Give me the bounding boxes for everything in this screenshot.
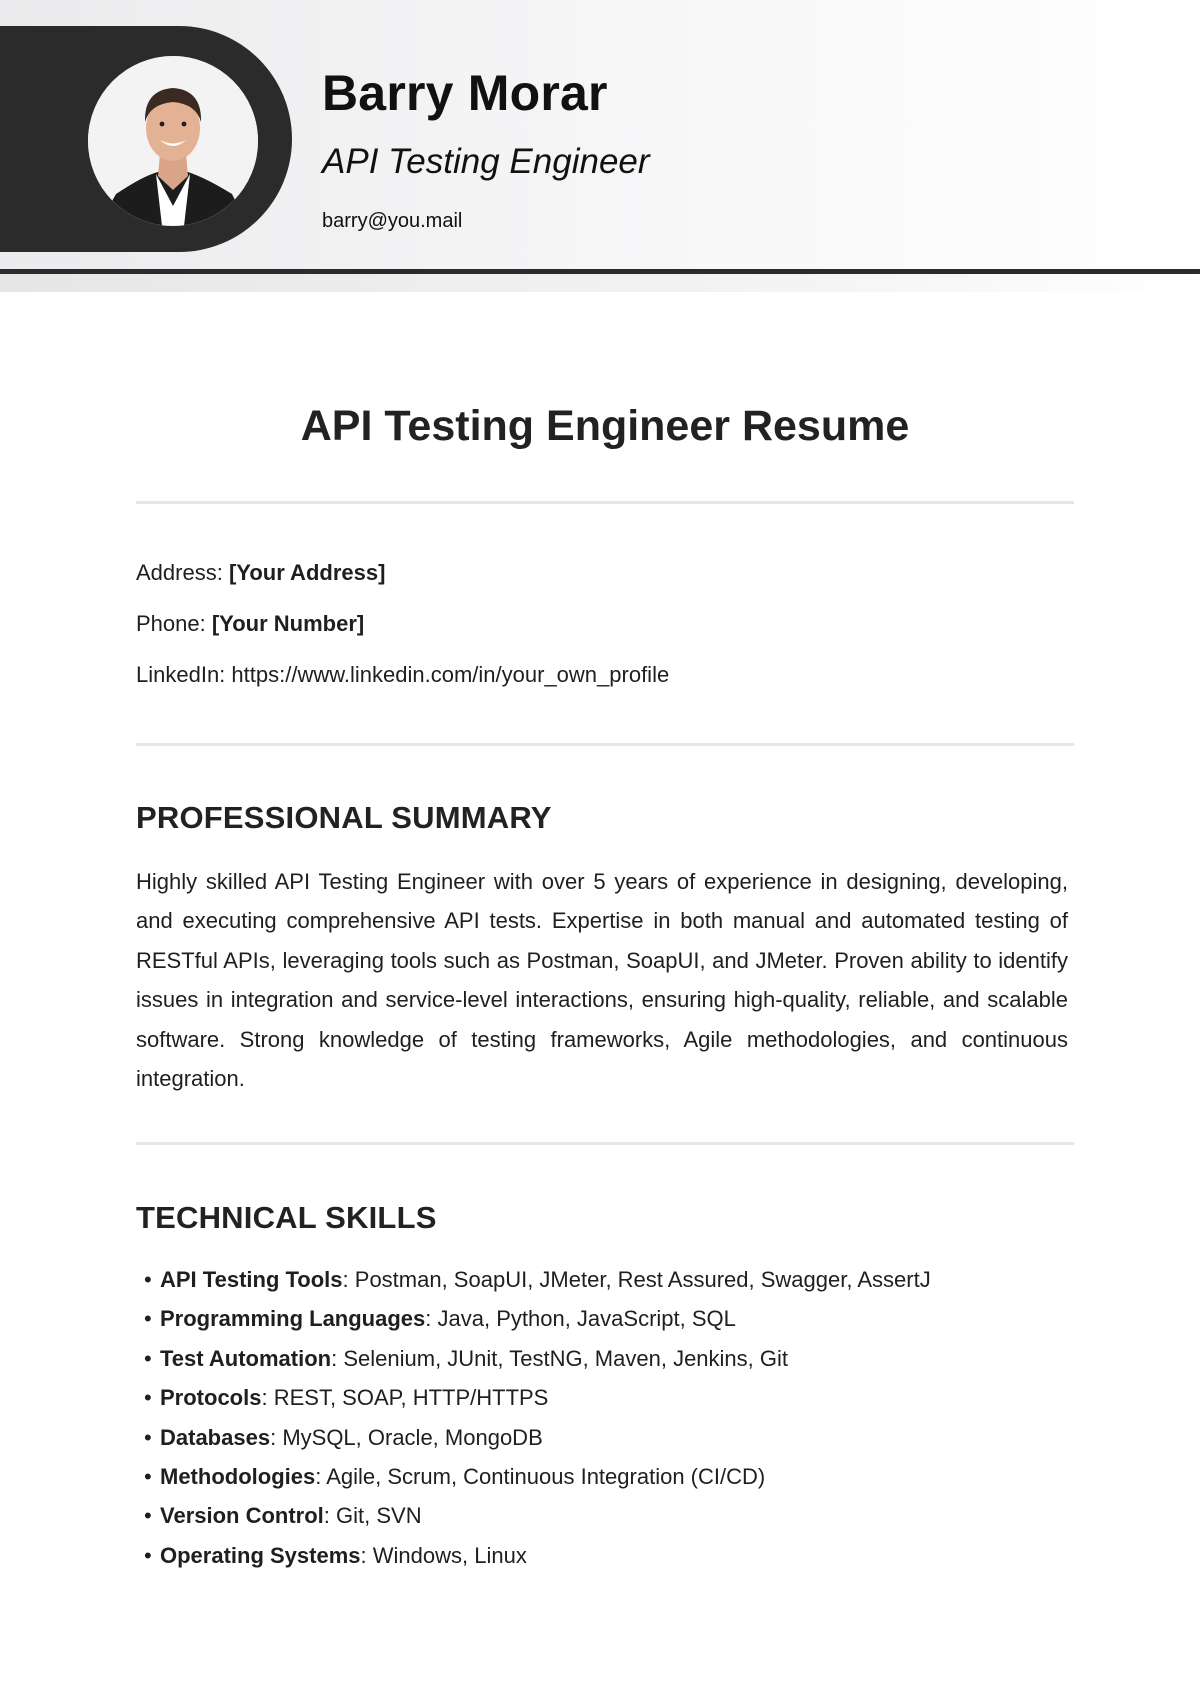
skill-label: Version Control: [160, 1503, 324, 1529]
page-title: API Testing Engineer Resume: [300, 402, 910, 450]
skill-item: [136, 1496, 931, 1535]
skill-item: [136, 1378, 931, 1417]
bullet-icon: •: [144, 1345, 152, 1371]
bullet-icon: •: [144, 1267, 152, 1292]
linkedin-link[interactable]: https://www.linkedin.com/in/your_own_profile: [231, 662, 670, 687]
skill-separator: :: [315, 1463, 322, 1489]
skill-label: Test Automation: [160, 1345, 332, 1371]
bullet-icon: •: [144, 1424, 152, 1450]
skill-separator: :: [425, 1306, 432, 1332]
candidate-job-title: API Testing Engineer: [322, 142, 650, 181]
summary-heading: PROFESSIONAL SUMMARY: [136, 800, 552, 835]
skill-value: Selenium, JUnit, TestNG, Maven, Jenkins, Git: [337, 1345, 788, 1371]
bullet-icon: •: [144, 1385, 152, 1411]
bullet-icon: •: [144, 1463, 152, 1489]
skill-separator: :: [331, 1345, 338, 1371]
skill-label: API Testing Tools: [160, 1267, 343, 1292]
skill-label: Databases: [160, 1424, 271, 1450]
bullet-icon: •: [144, 1503, 152, 1529]
address-value: [Your Address]: [228, 560, 386, 585]
skill-item: [136, 1418, 931, 1457]
skill-item: [136, 1536, 931, 1575]
skill-item: [136, 1299, 931, 1338]
skill-label: Methodologies: [160, 1463, 316, 1489]
address-label: Address:: [136, 560, 223, 585]
skill-separator: :: [342, 1267, 349, 1292]
skill-label: Operating Systems: [160, 1542, 361, 1568]
candidate-name: Barry Morar: [322, 65, 608, 121]
contact-linkedin: [136, 662, 669, 688]
divider: [136, 501, 1074, 504]
skill-label: Programming Languages: [160, 1306, 426, 1332]
linkedin-label: LinkedIn:: [136, 662, 226, 687]
skill-value: Agile, Scrum, Continuous Integration (CI/CD): [321, 1463, 766, 1489]
bullet-icon: •: [144, 1542, 152, 1568]
skill-label: Protocols: [160, 1385, 262, 1411]
skill-separator: :: [360, 1542, 367, 1568]
skill-value: Postman, SoapUI, JMeter, Rest Assured, Swagger, AssertJ: [348, 1267, 931, 1292]
skill-separator: :: [323, 1503, 330, 1529]
candidate-email[interactable]: barry@you.mail: [322, 210, 463, 232]
skill-value: Windows, Linux: [366, 1542, 527, 1568]
divider: [136, 743, 1074, 746]
skill-value: REST, SOAP, HTTP/HTTPS: [267, 1385, 549, 1411]
skill-item: [136, 1260, 931, 1299]
profile-photo: [88, 56, 258, 226]
skill-separator: :: [261, 1385, 268, 1411]
phone-value: [Your Number]: [211, 611, 365, 636]
skill-value: MySQL, Oracle, MongoDB: [276, 1424, 543, 1450]
summary-text: Highly skilled API Testing Engineer with over 5 years of experience in designing, developing, and executing comprehensive API tests. Expertise in both manual and automated testing of RESTful APIs, leveraging tools such as Postman, SoapUI, and JMeter. Proven ability to identify issues in integration and service-level interactions, ensuring high-quality, reliable, and scalable software. Strong knowledge of testing frameworks, Agile methodologies, and continuous integration.: [136, 869, 1068, 1092]
skill-value: Java, Python, JavaScript, SQL: [431, 1306, 736, 1332]
contact-phone: [136, 611, 364, 637]
skill-item: [136, 1339, 931, 1378]
skill-value: Git, SVN: [329, 1503, 422, 1529]
bullet-icon: •: [144, 1306, 152, 1332]
phone-label: Phone:: [136, 611, 206, 636]
skills-heading: TECHNICAL SKILLS: [136, 1200, 437, 1235]
contact-address: [136, 560, 385, 586]
skills-list: [136, 1260, 931, 1575]
header-shadow-band: [0, 274, 1200, 292]
resume-header: [0, 0, 1200, 292]
skill-item: [136, 1457, 931, 1496]
divider: [136, 1142, 1074, 1145]
skill-separator: :: [270, 1424, 277, 1450]
avatar: [88, 56, 258, 226]
